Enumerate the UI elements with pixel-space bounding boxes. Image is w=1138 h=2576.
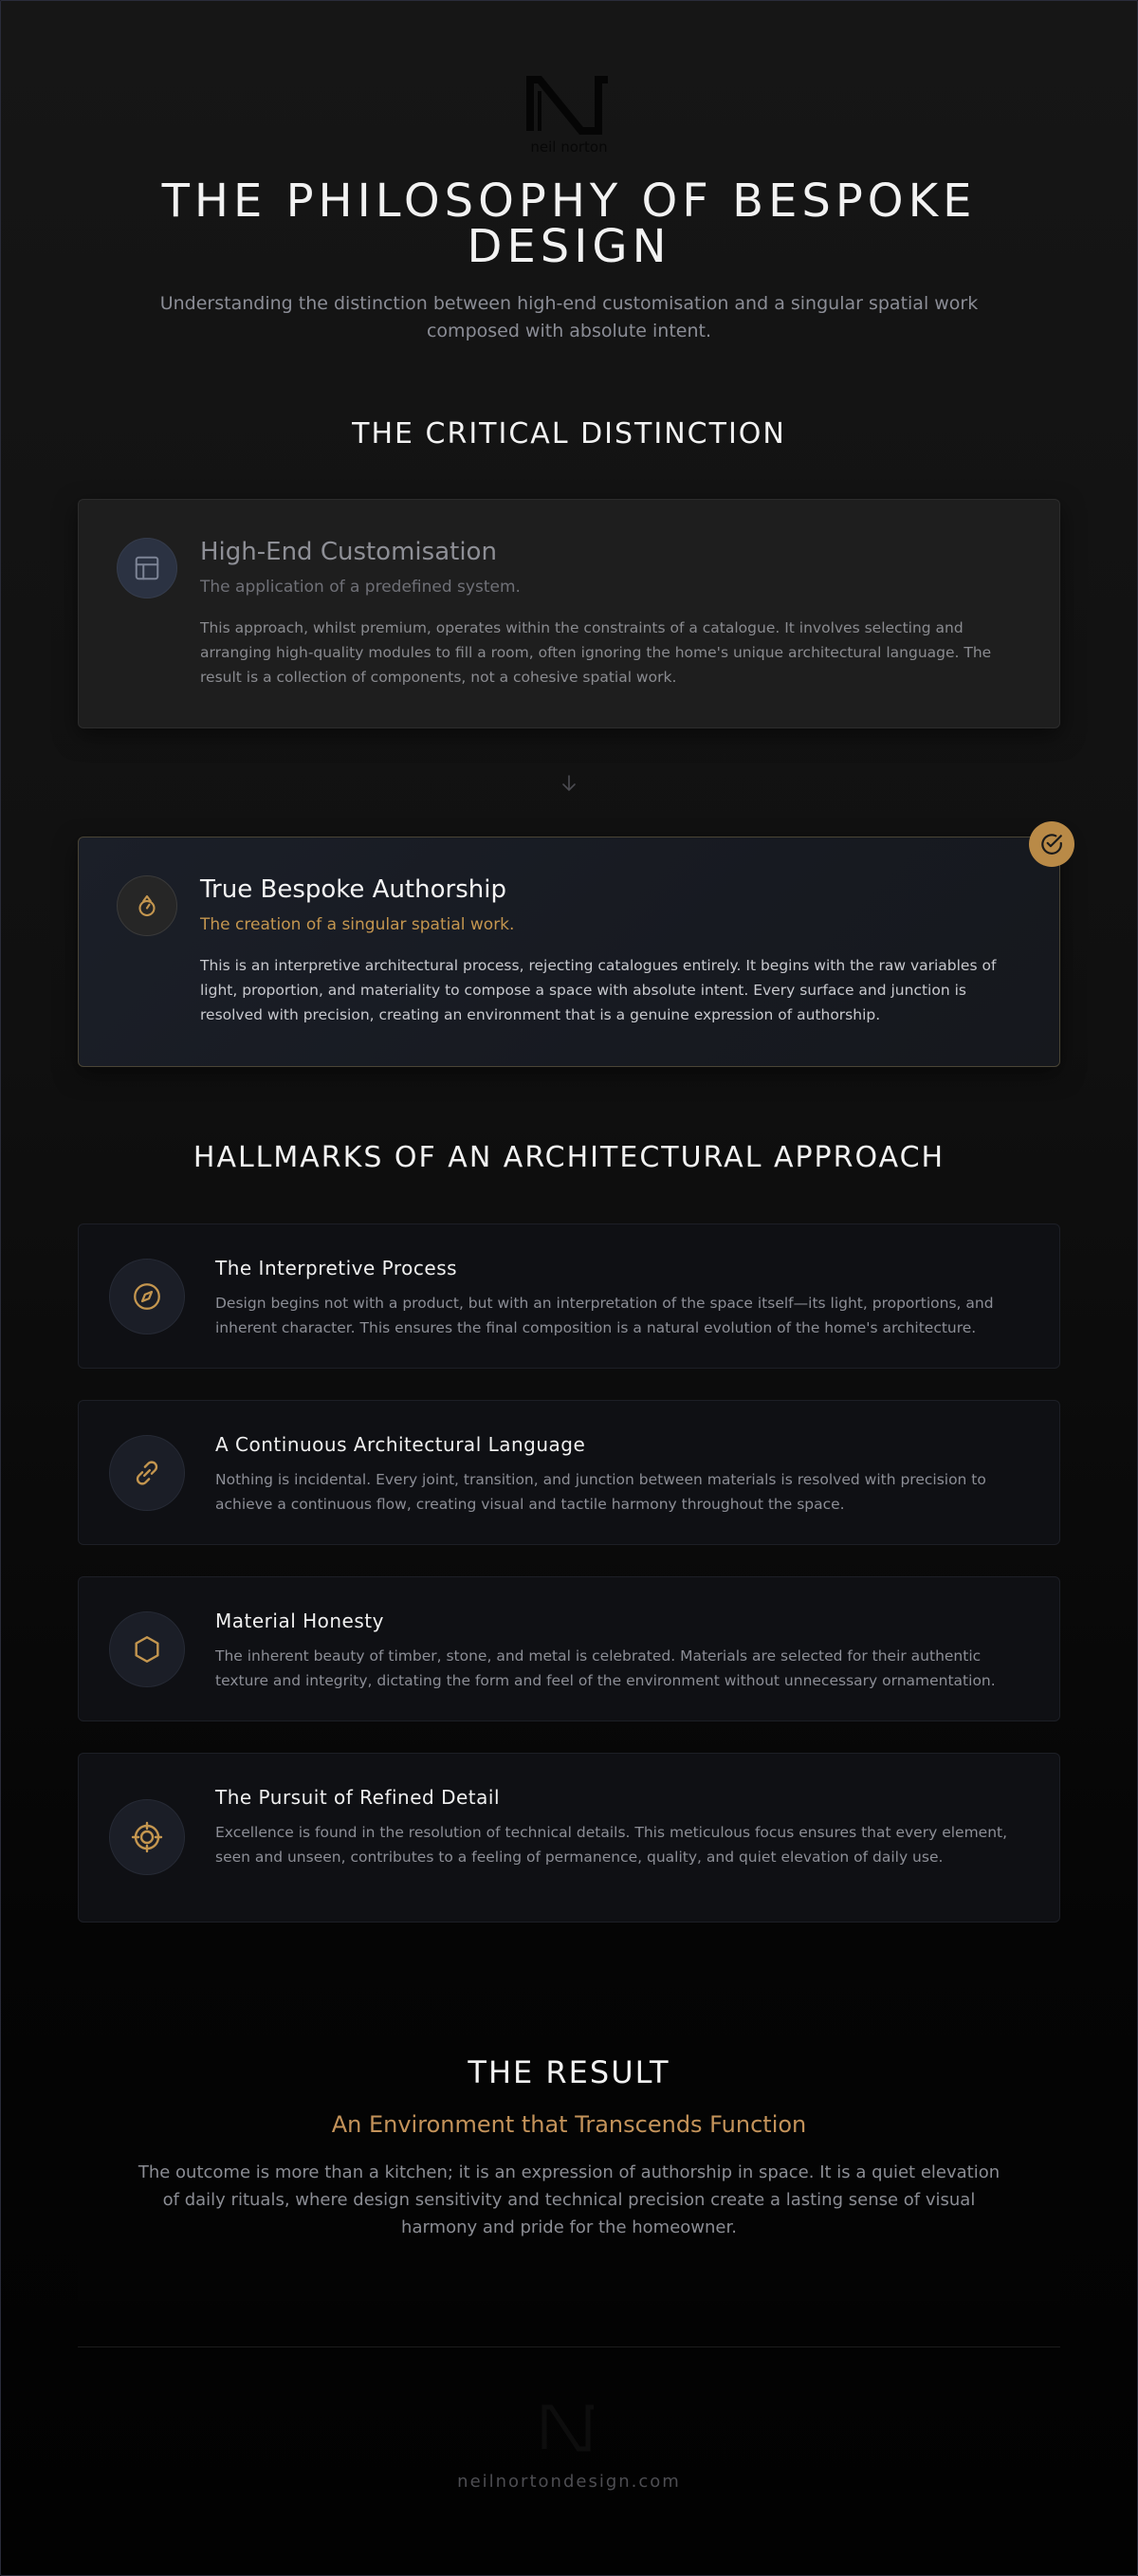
hallmark-title: The Pursuit of Refined Detail bbox=[215, 1786, 500, 1809]
hallmark-card bbox=[78, 1400, 1060, 1545]
layout-icon bbox=[117, 538, 177, 598]
hallmark-body: Excellence is found in the resolution of technical details. This meticulous focus ensures that every element, seen and unseen, contributes to a feeling of permanence, quality, and quiet elevation of daily use. bbox=[215, 1824, 1008, 1866]
footer-logo[interactable] bbox=[541, 2401, 597, 2455]
hallmark-title: Material Honesty bbox=[215, 1610, 384, 1632]
nn-monogram-logo bbox=[524, 74, 614, 156]
footer-website-link[interactable]: neilnortondesign.com bbox=[457, 2472, 681, 2492]
compass-icon bbox=[109, 1259, 185, 1334]
hallmark-title: A Continuous Architectural Language bbox=[215, 1433, 586, 1456]
hallmark-card bbox=[78, 1576, 1060, 1721]
footer-divider bbox=[78, 2346, 1060, 2347]
card-tagline: The application of a predefined system. bbox=[200, 578, 521, 597]
target-icon bbox=[109, 1799, 185, 1875]
result-body: The outcome is more than a kitchen; it is an expression of authorship in space. It is a quiet elevation of daily rituals, where design sensitivity and technical precision create a lasting sense of visual harmony and pride for the homeowner. bbox=[138, 2162, 1000, 2237]
hallmark-body: Nothing is incidental. Every joint, transition, and junction between materials is resolved with precision to achieve a continuous flow, creating visual and tactile harmony throughout the space. bbox=[215, 1471, 986, 1513]
logo-wordmark: neil norton bbox=[530, 138, 608, 156]
card-tagline: The creation of a singular spatial work. bbox=[200, 915, 515, 934]
hallmark-title: The Interpretive Process bbox=[215, 1257, 458, 1279]
hallmark-body: Design begins not with a product, but with an interpretation of the space itself—its light, proportions, and inherent character. This ensures the final composition is a natural evolution of the home's architecture. bbox=[215, 1295, 994, 1336]
card-body: This approach, whilst premium, operates within the constraints of a catalogue. It involves selecting and arranging high-quality modules to fill a room, often ignoring the home's unique architectural language. The result is a collection of components, not a cohesive spatial work. bbox=[200, 619, 992, 686]
check-circle-icon bbox=[1029, 821, 1074, 867]
flame-drop-icon bbox=[117, 875, 177, 936]
nn-monogram-logo bbox=[541, 2401, 597, 2455]
result-subheading: An Environment that Transcends Function bbox=[331, 2111, 807, 2138]
result-section bbox=[78, 2039, 1060, 2301]
card-title: True Bespoke Authorship bbox=[200, 875, 506, 904]
hallmark-card bbox=[78, 1224, 1060, 1369]
result-heading: THE RESULT bbox=[468, 2054, 670, 2090]
hallmark-card bbox=[78, 1753, 1060, 1923]
hexagon-icon bbox=[109, 1611, 185, 1687]
link-icon bbox=[109, 1435, 185, 1511]
brand-logo[interactable] bbox=[524, 74, 614, 156]
page-title: THE PHILOSOPHY OF BESPOKE DESIGN bbox=[161, 175, 977, 273]
customisation-card bbox=[78, 499, 1060, 728]
hallmark-body: The inherent beauty of timber, stone, and metal is celebrated. Materials are selected for their authentic texture and integrity, dictating the form and feel of the environment without unnecessary ornamentation. bbox=[215, 1647, 996, 1689]
distinction-heading: THE CRITICAL DISTINCTION bbox=[352, 417, 786, 451]
card-body: This is an interpretive architectural process, rejecting catalogues entirely. It begins with the raw variables of light, proportion, and materiality to compose a space with absolute intent. Every surface and junction is resolved with precision, creating an environment that is a genuine expression of authorship. bbox=[200, 957, 997, 1023]
arrow-down-icon bbox=[558, 772, 580, 795]
bespoke-card bbox=[78, 837, 1060, 1067]
hallmarks-heading: HALLMARKS OF AN ARCHITECTURAL APPROACH bbox=[193, 1141, 945, 1174]
card-title: High-End Customisation bbox=[200, 538, 497, 566]
page-subtitle: Understanding the distinction between high-end customisation and a singular spatial work composed with absolute intent. bbox=[159, 293, 979, 341]
